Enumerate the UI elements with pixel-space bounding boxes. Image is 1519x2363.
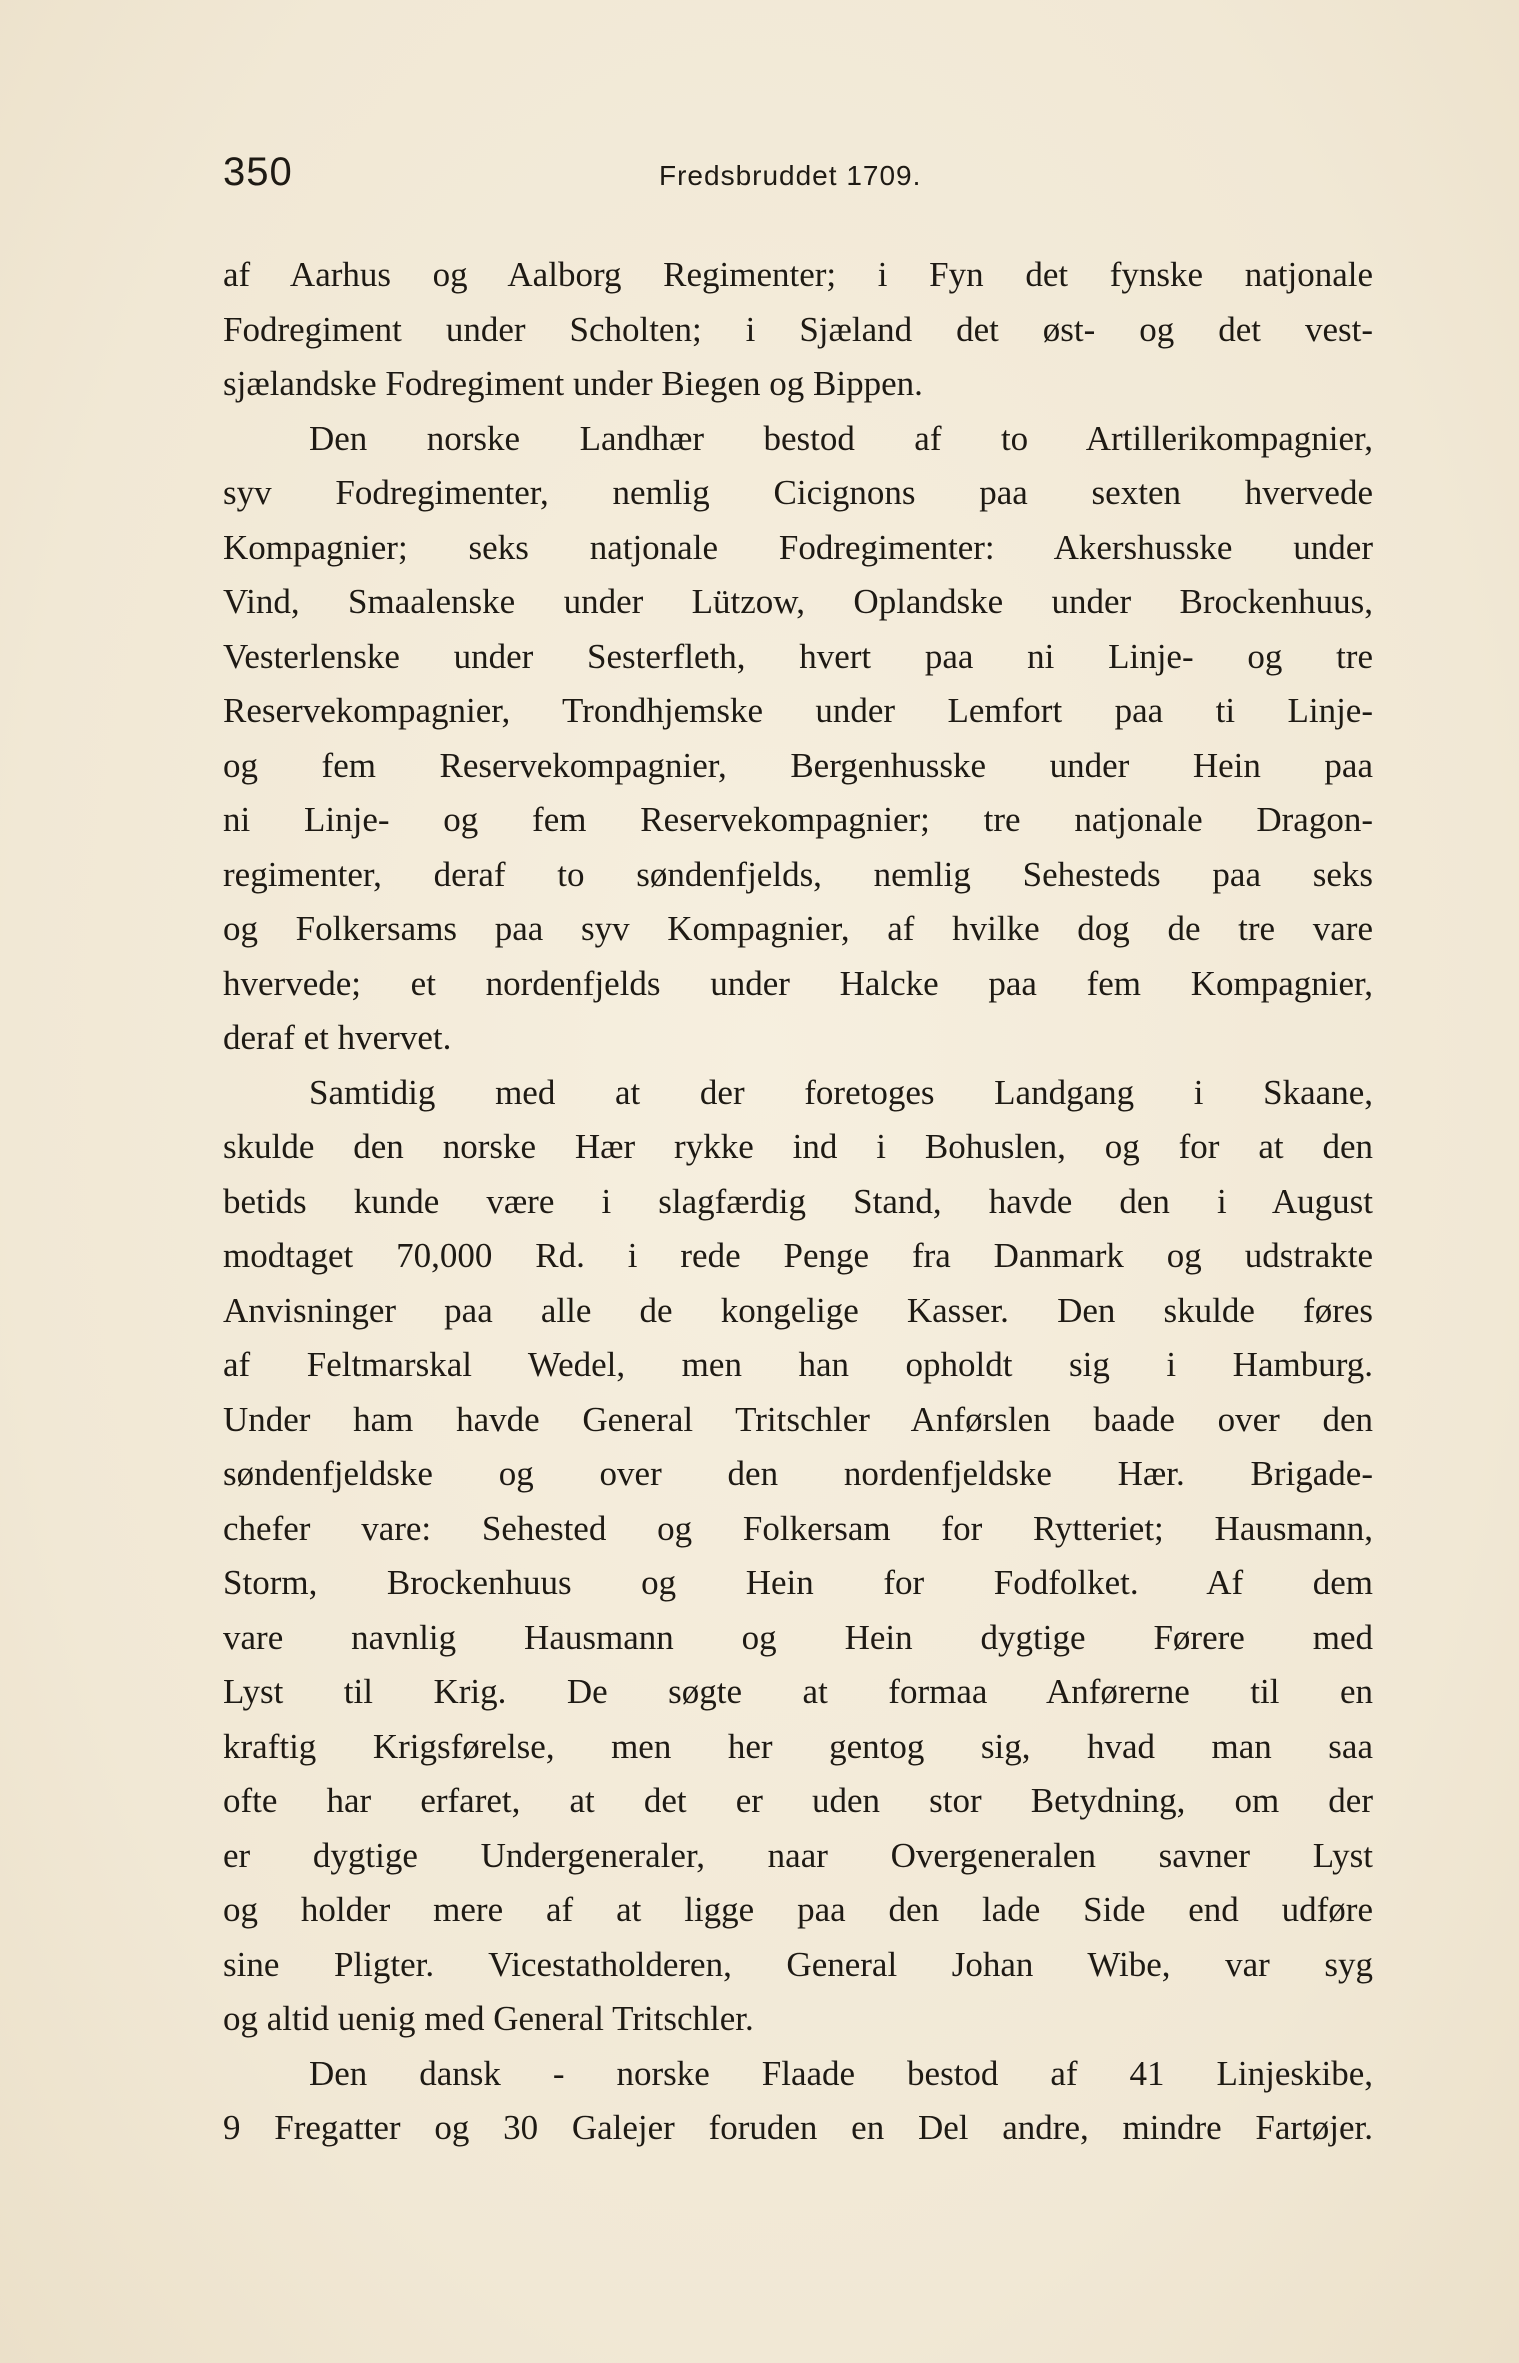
text-line: Den dansk - norske Flaade bestod af 41 Linjeskibe, (309, 2053, 1373, 2093)
text-line: chefer vare: Sehested og Folkersam for Rytteriet; Hausmann, (223, 1508, 1373, 1548)
text-line: 9 Fregatter og 30 Galejer foruden en Del andre, mindre Fartøjer. (223, 2108, 1373, 2147)
text-line: Vind, Smaalenske under Lützow, Oplandske under Brockenhuus, (223, 582, 1373, 621)
text-line: og fem Reservekompagnier, Bergenhusske under Hein paa (223, 745, 1373, 785)
text-line: Kompagnier; seks natjonale Fodregimenter: Akershusske under (223, 527, 1373, 567)
text-line: og Folkersams paa syv Kompagnier, af hvilke dog de tre vare (223, 909, 1373, 948)
text-line: er dygtige Undergeneraler, naar Overgeneralen savner Lyst (223, 1835, 1373, 1875)
text-line: kraftig Krigsførelse, men her gentog sig, hvad man saa (223, 1726, 1373, 1766)
text-line: af Feltmarskal Wedel, men han opholdt sig i Hamburg. (223, 1345, 1373, 1384)
text-line: ni Linje- og fem Reservekompagnier; tre natjonale Dragon- (223, 800, 1373, 839)
text-line: af Aarhus og Aalborg Regimenter; i Fyn det fynske natjonale (223, 255, 1373, 294)
text-line: Samtidig med at der foretoges Landgang i Skaane, (309, 1072, 1373, 1112)
body-text (223, 248, 1373, 2156)
running-title: Fredsbruddet 1709. (659, 160, 922, 191)
text-line: Under ham havde General Tritschler Anførslen baade over den (223, 1399, 1373, 1439)
page-number: 350 (223, 150, 293, 194)
text-line: deraf et hvervet. (223, 1018, 452, 1057)
text-line: Den norske Landhær bestod af to Artillerikompagnier, (309, 418, 1373, 458)
text-line: Reservekompagnier, Trondhjemske under Lemfort paa ti Linje- (223, 691, 1373, 730)
text-line: Vesterlenske under Sesterfleth, hvert paa ni Linje- og tre (223, 636, 1373, 676)
text-line: vare navnlig Hausmann og Hein dygtige Førere med (223, 1617, 1373, 1657)
page-header (223, 150, 1373, 210)
text-line: betids kunde være i slagfærdig Stand, havde den i August (223, 1181, 1373, 1221)
text-line: sjælandske Fodregiment under Biegen og Bippen. (223, 364, 923, 403)
text-line: syv Fodregimenter, nemlig Cicignons paa sexten hvervede (223, 473, 1373, 512)
text-line: Storm, Brockenhuus og Hein for Fodfolket. Af dem (223, 1563, 1373, 1602)
text-line: Anvisninger paa alle de kongelige Kasser. Den skulde føres (223, 1290, 1373, 1330)
text-line: sine Pligter. Vicestatholderen, General Johan Wibe, var syg (223, 1944, 1373, 1984)
text-line: Fodregiment under Scholten; i Sjæland det øst- og det vest- (223, 309, 1373, 349)
text-line: Lyst til Krig. De søgte at formaa Anførerne til en (223, 1672, 1373, 1711)
text-line: hvervede; et nordenfjelds under Halcke paa fem Kompagnier, (223, 963, 1373, 1003)
text-line: regimenter, deraf to søndenfjelds, nemlig Sehesteds paa seks (223, 854, 1373, 894)
text-line: modtaget 70,000 Rd. i rede Penge fra Danmark og udstrakte (223, 1236, 1373, 1275)
text-line: skulde den norske Hær rykke ind i Bohuslen, og for at den (223, 1127, 1373, 1166)
text-line: og holder mere af at ligge paa den lade Side end udføre (223, 1890, 1373, 1929)
text-line: og altid uenig med General Tritschler. (223, 1999, 754, 2038)
text-line: ofte har erfaret, at det er uden stor Betydning, om der (223, 1781, 1373, 1820)
text-line: søndenfjeldske og over den nordenfjeldske Hær. Brigade- (223, 1454, 1373, 1493)
